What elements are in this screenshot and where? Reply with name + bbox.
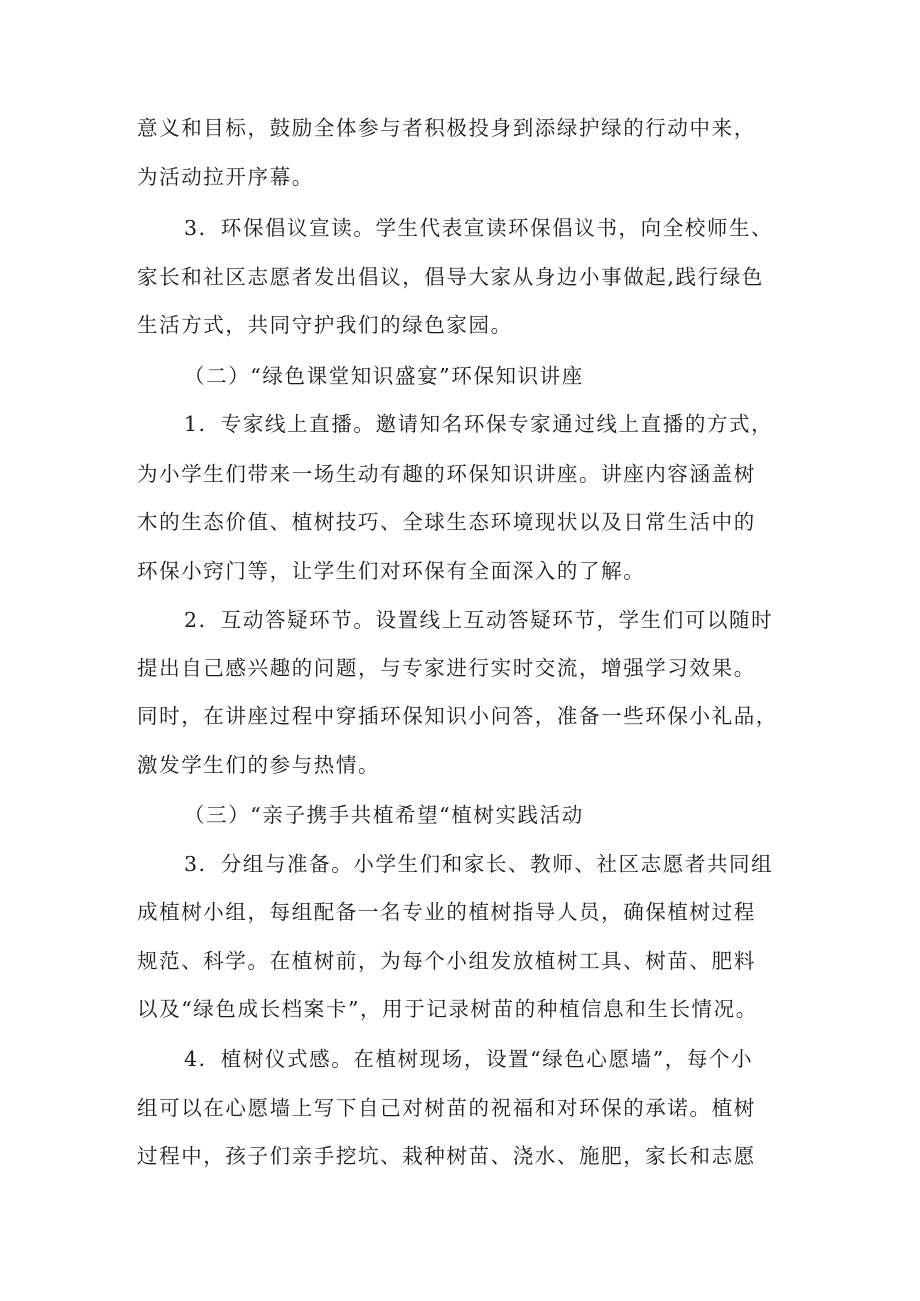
- paragraph-item-4: 4．植树仪式感。在植树现场，设置“绿色心愿墙”，每个小: [184, 1047, 754, 1071]
- text-line: 激发学生们的参与热情。: [137, 753, 381, 777]
- paragraph-item-2: 2．互动答疑环节。设置线上互动答疑环节，学生们可以随时: [184, 608, 774, 632]
- text-line: 同时，在讲座过程中穿插环保知识小问答，准备一些环保小礼品，: [137, 704, 778, 728]
- text-line: 组可以在心愿墙上写下自己对树苗的祝福和对环保的承诺。植树: [137, 1096, 756, 1120]
- text-line: 过程中，孩子们亲手挖坑、栽种树苗、浇水、施肥，家长和志愿: [137, 1144, 756, 1168]
- text-line: 为活动拉开序幕。: [137, 165, 314, 189]
- text-line: 生活方式，共同守护我们的绿色家园。: [137, 313, 513, 337]
- paragraph-item-3: 3．环保倡议宣读。学生代表宣读环保倡议书，向全校师生、: [184, 216, 774, 240]
- text-line: 为小学生们带来一场生动有趣的环保知识讲座。讲座内容涵盖树: [137, 462, 756, 486]
- text-line: 成植树小组，每组配备一名专业的植树指导人员，确保植树过程: [137, 900, 756, 924]
- section-heading-3: （三）“亲子携手共植希望“植树实践活动: [184, 803, 584, 827]
- text-line: 木的生态价值、植树技巧、全球生态环境现状以及日常生活中的: [137, 510, 756, 534]
- text-line: 以及“绿色成长档案卡”，用于记录树苗的种植信息和生长情况。: [137, 997, 758, 1021]
- text-line: 家长和社区志愿者发出倡议，倡导大家从身边小事做起,践行绿色: [137, 265, 764, 289]
- text-line: 环保小窍门等，让学生们对环保有全面深入的了解。: [137, 559, 646, 583]
- text-line: 意义和目标，鼓励全体参与者积极投身到添绿护绿的行动中来，: [137, 116, 756, 140]
- paragraph-item-1: 1．专家线上直播。邀请知名环保专家通过线上直播的方式，: [184, 412, 774, 436]
- section-heading-2: （二）“绿色课堂知识盛宴”环保知识讲座: [184, 364, 584, 388]
- text-line: 提出自己感兴趣的问题，与专家进行实时交流，增强学习效果。: [137, 656, 756, 680]
- paragraph-item-3b: 3．分组与准备。小学生们和家长、教师、社区志愿者共同组: [184, 852, 774, 876]
- text-line: 规范、科学。在植树前，为每个小组发放植树工具、树苗、肥料: [137, 949, 756, 973]
